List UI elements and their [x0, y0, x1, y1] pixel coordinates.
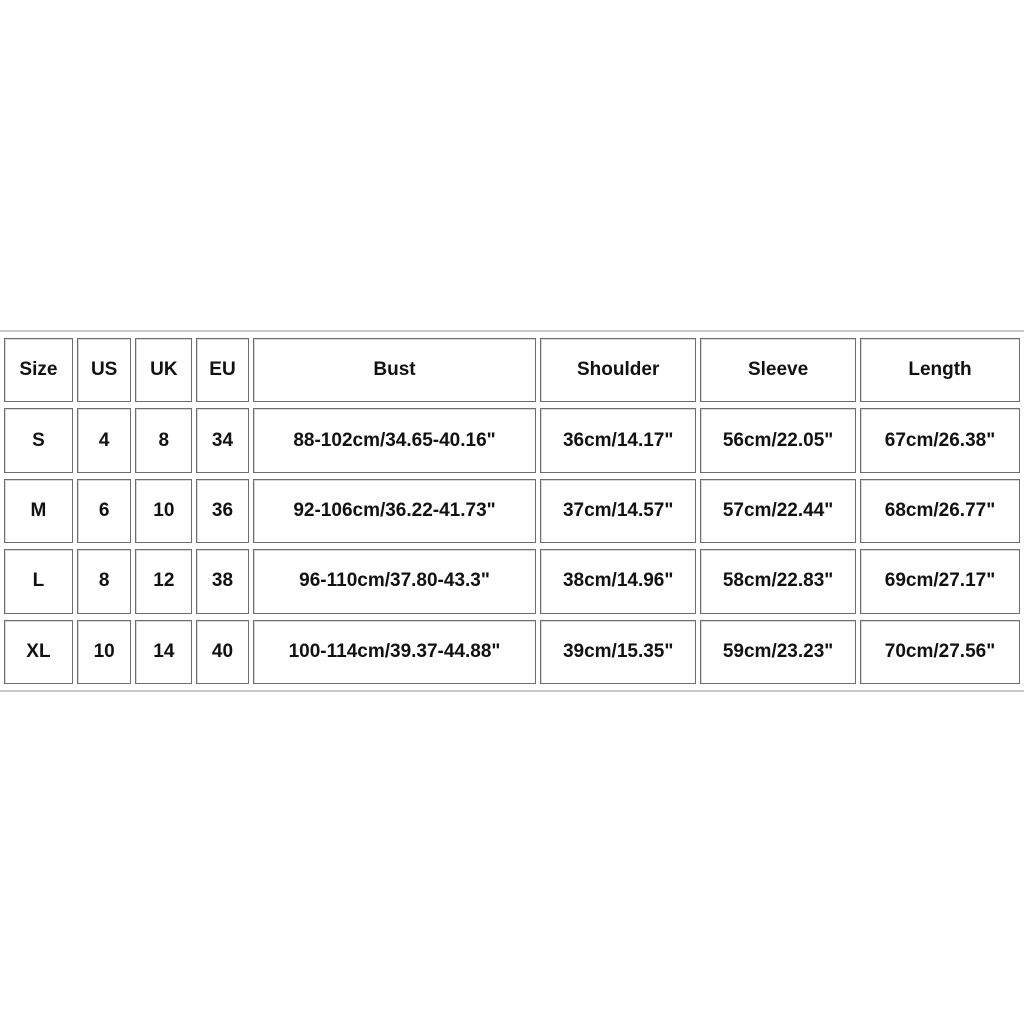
cell-length: 70cm/27.56" — [860, 620, 1020, 684]
cell-sleeve: 58cm/22.83" — [700, 549, 856, 613]
cell-eu: 36 — [196, 479, 249, 543]
cell-size: M — [4, 479, 73, 543]
header-sleeve: Sleeve — [700, 338, 856, 402]
cell-sleeve: 57cm/22.44" — [700, 479, 856, 543]
cell-eu: 38 — [196, 549, 249, 613]
cell-shoulder: 36cm/14.17" — [540, 408, 696, 472]
header-row — [4, 338, 1020, 402]
table-row — [4, 620, 1020, 684]
cell-uk: 10 — [135, 479, 192, 543]
cell-us: 8 — [77, 549, 132, 613]
header-uk: UK — [135, 338, 192, 402]
cell-us: 6 — [77, 479, 132, 543]
cell-bust: 88-102cm/34.65-40.16" — [253, 408, 536, 472]
header-shoulder: Shoulder — [540, 338, 696, 402]
cell-bust: 92-106cm/36.22-41.73" — [253, 479, 536, 543]
cell-uk: 14 — [135, 620, 192, 684]
cell-size: S — [4, 408, 73, 472]
header-eu: EU — [196, 338, 249, 402]
cell-eu: 40 — [196, 620, 249, 684]
cell-length: 69cm/27.17" — [860, 549, 1020, 613]
header-length: Length — [860, 338, 1020, 402]
cell-us: 10 — [77, 620, 132, 684]
table-row — [4, 549, 1020, 613]
cell-shoulder: 38cm/14.96" — [540, 549, 696, 613]
cell-sleeve: 59cm/23.23" — [700, 620, 856, 684]
cell-us: 4 — [77, 408, 132, 472]
table-row — [4, 479, 1020, 543]
cell-size: L — [4, 549, 73, 613]
header-size: Size — [4, 338, 73, 402]
cell-bust: 96-110cm/37.80-43.3" — [253, 549, 536, 613]
table-row — [4, 408, 1020, 472]
cell-eu: 34 — [196, 408, 249, 472]
cell-bust: 100-114cm/39.37-44.88" — [253, 620, 536, 684]
header-bust: Bust — [253, 338, 536, 402]
cell-shoulder: 37cm/14.57" — [540, 479, 696, 543]
cell-uk: 12 — [135, 549, 192, 613]
size-chart-table — [0, 330, 1024, 692]
cell-shoulder: 39cm/15.35" — [540, 620, 696, 684]
cell-size: XL — [4, 620, 73, 684]
cell-length: 67cm/26.38" — [860, 408, 1020, 472]
cell-uk: 8 — [135, 408, 192, 472]
cell-length: 68cm/26.77" — [860, 479, 1020, 543]
header-us: US — [77, 338, 132, 402]
cell-sleeve: 56cm/22.05" — [700, 408, 856, 472]
